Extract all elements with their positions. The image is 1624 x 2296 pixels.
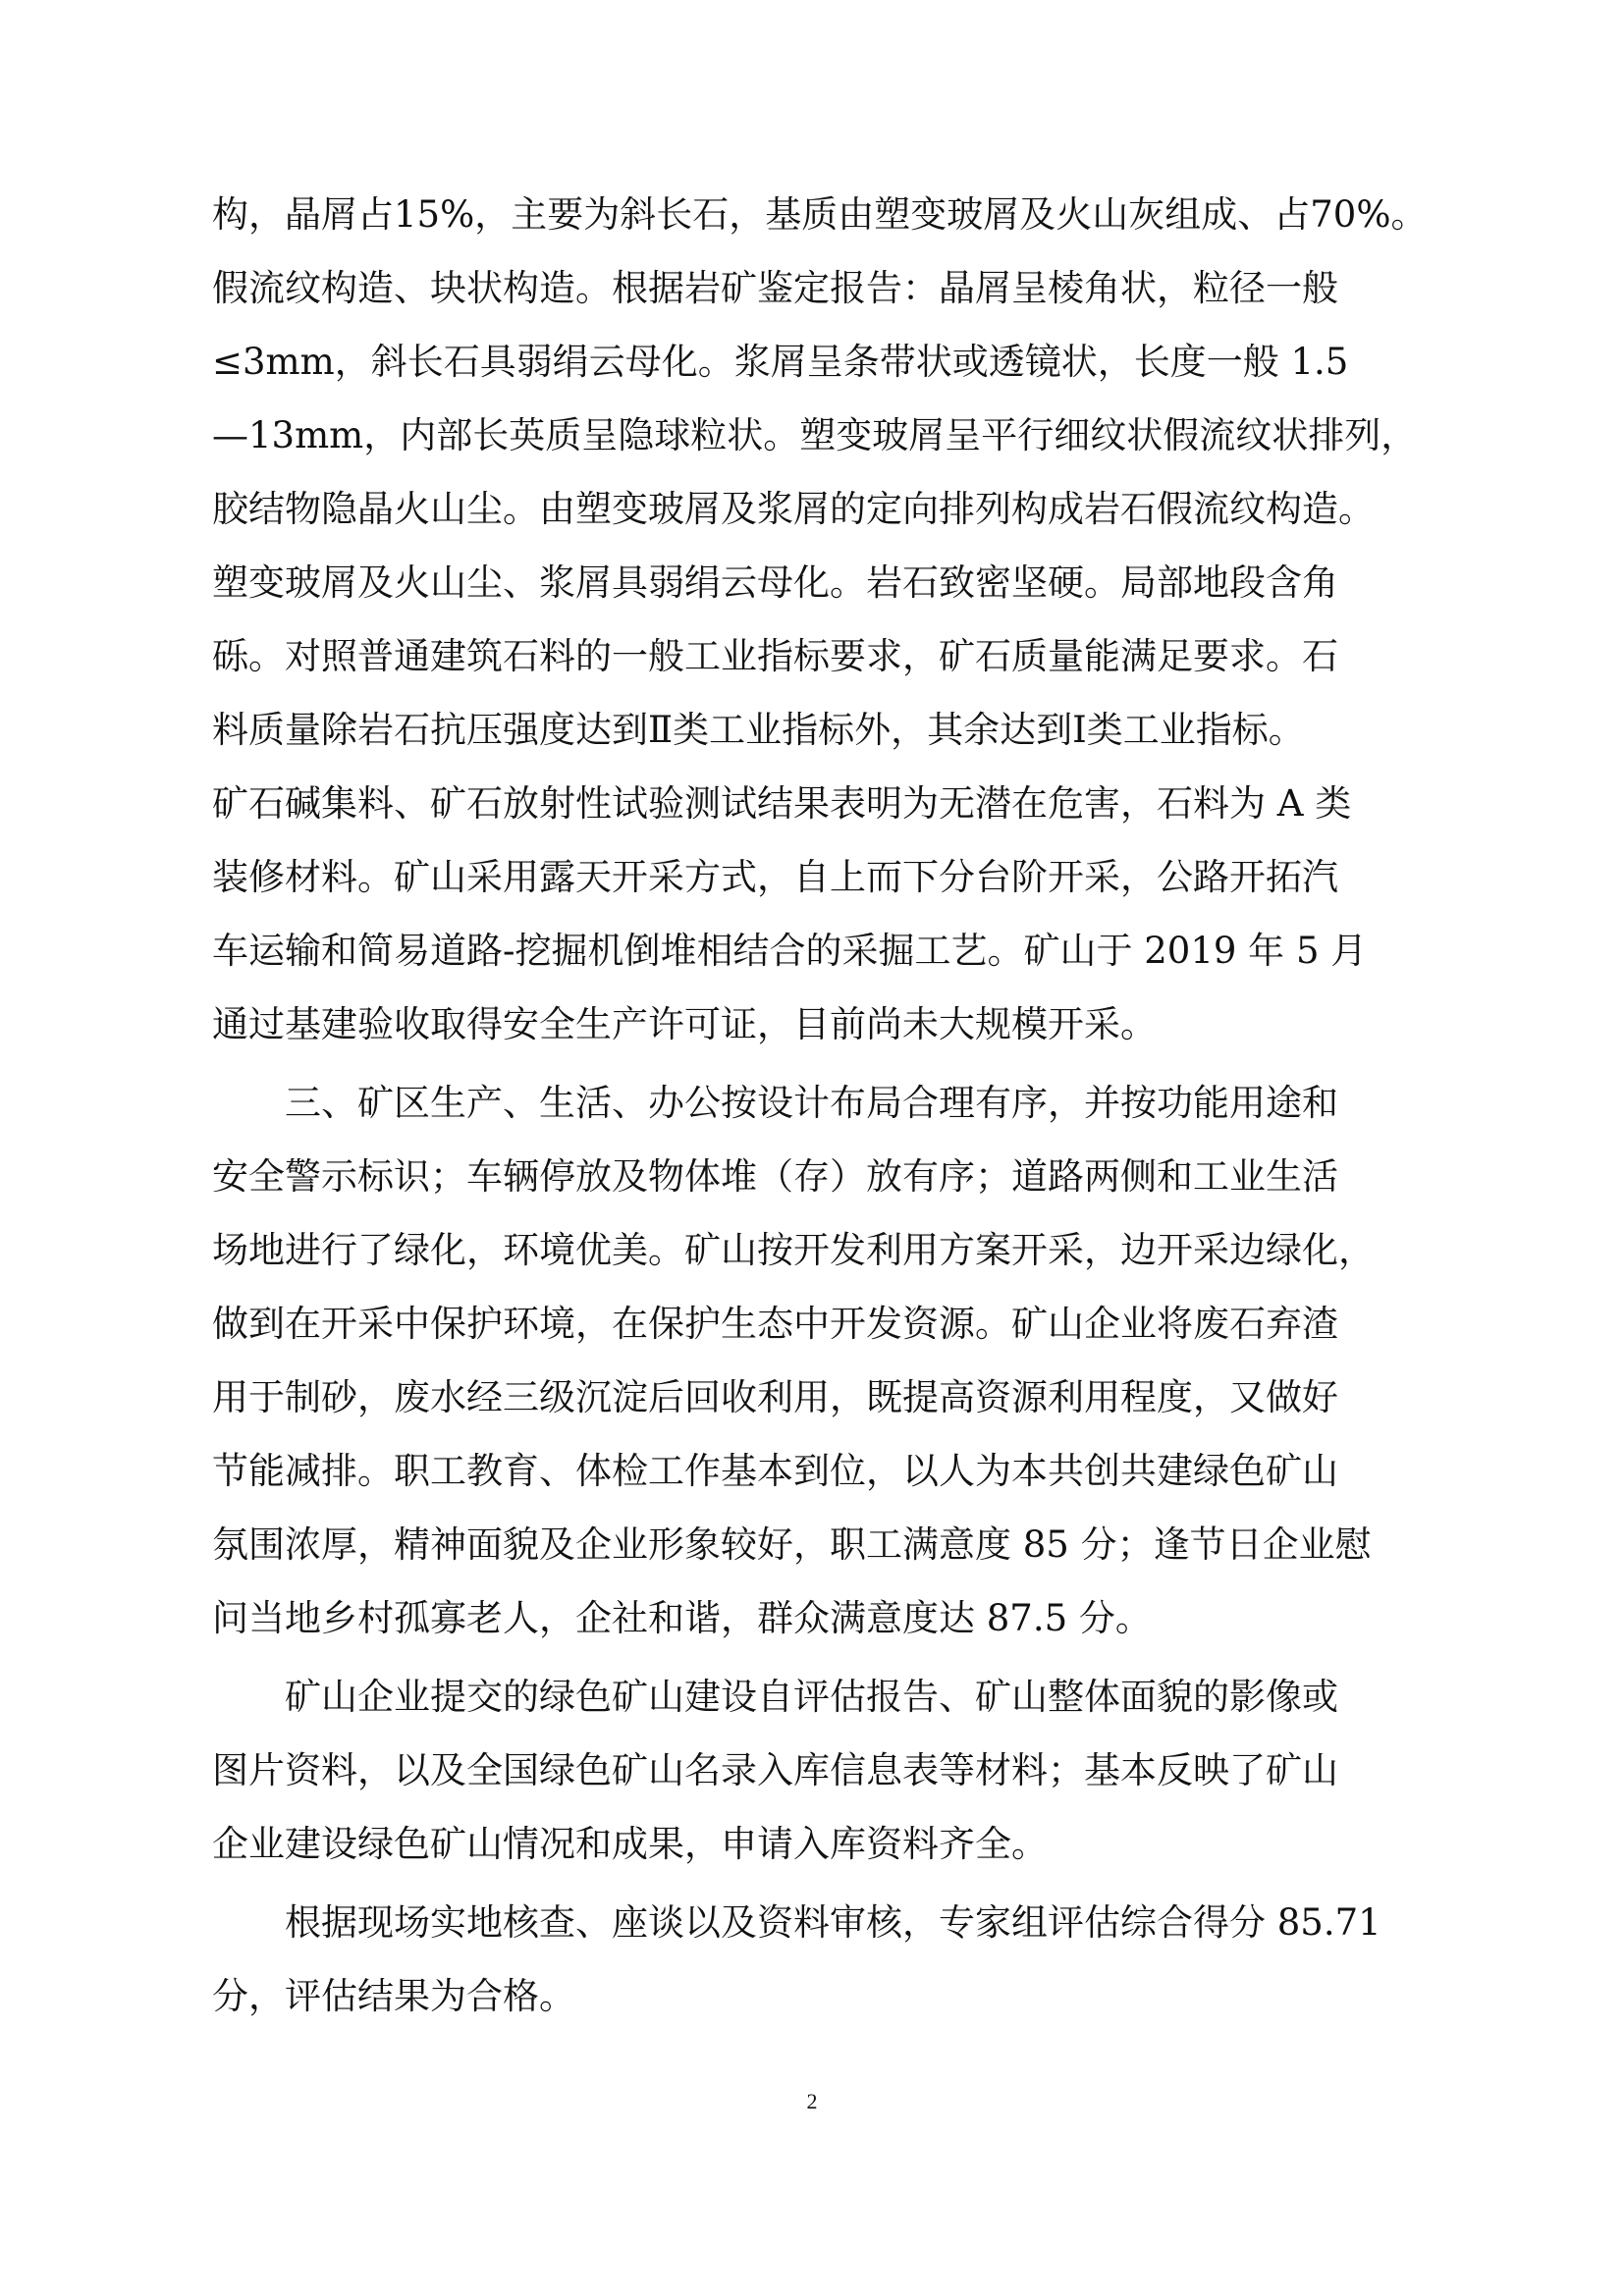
text-line: —13mm，内部长英质呈隐球粒状。塑变玻屑呈平行细纹状假流纹状排列， (212, 414, 1418, 456)
text-line: 装修材料。矿山采用露天开采方式，自上而下分台阶开采，公路开拓汽 (212, 856, 1338, 898)
text-line: 矿石碱集料、矿石放射性试验测试结果表明为无潜在危害，石料为 A 类 (212, 782, 1352, 825)
page-number: 2 (806, 2089, 818, 2113)
text-line: 胶结物隐晶火山尘。由塑变玻屑及浆屑的定向排列构成岩石假流纹构造。 (212, 488, 1375, 530)
text-line: 场地进行了绿化，环境优美。矿山按开发利用方案开采，边开采边绿化， (212, 1229, 1375, 1271)
text-line: 分，评估结果为合格。 (212, 1975, 575, 2017)
text-line: 做到在开采中保护环境，在保护生态中开发资源。矿山企业将废石弃渣 (212, 1303, 1338, 1345)
paragraph-first-line: 三、矿区生产、生活、办公按设计布局合理有序，并按功能用途和 (285, 1082, 1338, 1124)
text-line: 企业建设绿色矿山情况和成果，申请入库资料齐全。 (212, 1823, 1048, 1865)
paragraph-first-line: 根据现场实地核查、座谈以及资料审核，专家组评估综合得分 85.71 (285, 1901, 1381, 1944)
text-line: 图片资料，以及全国绿色矿山名录入库信息表等材料；基本反映了矿山 (212, 1749, 1338, 1791)
text-line: 节能减排。职工教育、体检工作基本到位，以人为本共创共建绿色矿山 (212, 1450, 1338, 1492)
text-line: 塑变玻屑及火山尘、浆屑具弱绢云母化。岩石致密坚硬。局部地段含角 (212, 561, 1338, 604)
text-line: 砾。对照普通建筑石料的一般工业指标要求，矿石质量能满足要求。石 (212, 635, 1338, 677)
text-line: 问当地乡村孤寡老人，企社和谐，群众满意度达 87.5 分。 (212, 1597, 1152, 1639)
text-line: 用于制砂，废水经三级沉淀后回收利用，既提高资源利用程度，又做好 (212, 1376, 1338, 1418)
text-line: 安全警示标识；车辆停放及物体堆（存）放有序；道路两侧和工业生活 (212, 1155, 1338, 1198)
text-line: 构，晶屑占15%，主要为斜长石，基质由塑变玻屑及火山灰组成、占70%。 (212, 193, 1428, 236)
text-line: ≤3mm，斜长石具弱绢云母化。浆屑呈条带状或透镜状，长度一般 1.5 (212, 341, 1349, 383)
text-line: 车运输和简易道路-挖掘机倒堆相结合的采掘工艺。矿山于 2019 年 5 月 (212, 930, 1368, 972)
paragraph-first-line: 矿山企业提交的绿色矿山建设自评估报告、矿山整体面貌的影像或 (285, 1676, 1338, 1718)
text-line: 假流纹构造、块状构造。根据岩矿鉴定报告：晶屑呈棱角状，粒径一般 (212, 267, 1338, 309)
text-line: 氛围浓厚，精神面貌及企业形象较好，职工满意度 85 分；逢节日企业慰 (212, 1523, 1372, 1566)
text-line: 通过基建验收取得安全生产许可证，目前尚未大规模开采。 (212, 1003, 1157, 1045)
text-line: 料质量除岩石抗压强度达到Ⅱ类工业指标外，其余达到Ⅰ类工业指标。 (212, 709, 1305, 751)
